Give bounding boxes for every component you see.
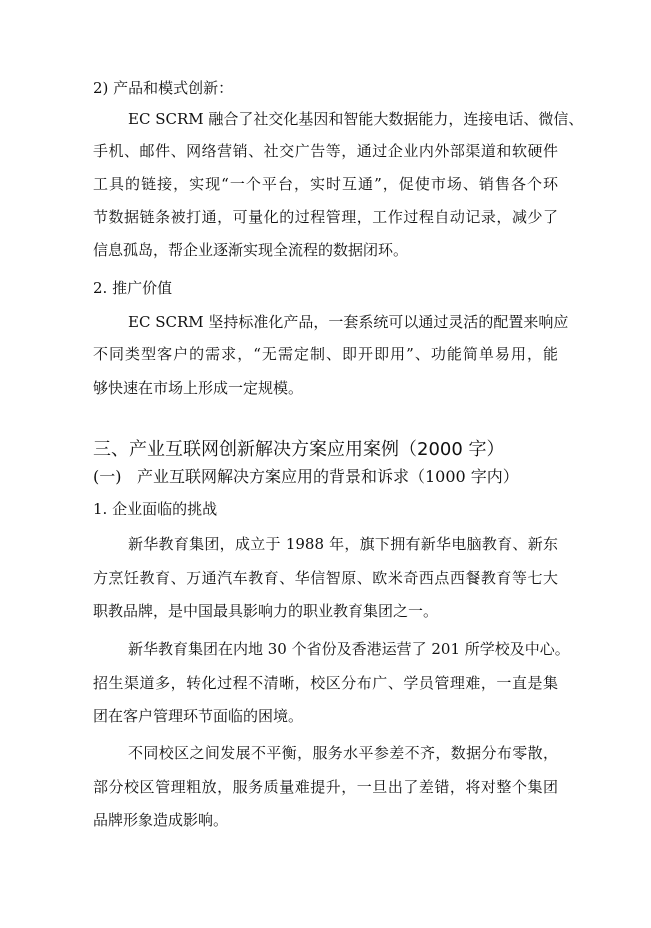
paragraph-line: 不同校区之间发展不平衡，服务水平参差不齐，数据分布零散， — [128, 744, 558, 762]
paragraph-line: 不同类型客户的需求，“无需定制、即开即用”、功能简单易用，能 — [93, 345, 558, 363]
paragraph-line: 节数据链条被打通，可量化的过程管理，工作过程自动记录，减少了 — [93, 208, 558, 226]
subsection-heading — [93, 466, 519, 488]
section-heading: 三、产业互联网创新解决方案应用案例（2000 字） — [93, 439, 505, 460]
paragraph-line: 信息孤岛，帮企业逐渐实现全流程的数据闭环。 — [93, 241, 409, 259]
subheading-enterprise-challenges: 1. 企业面临的挑战 — [93, 500, 218, 518]
subsection-title: 产业互联网解决方案应用的背景和诉求（1000 字内） — [137, 467, 519, 486]
paragraph-line: 工具的链接，实现“一个平台，实时互通”，促使市场、销售各个环 — [93, 175, 558, 193]
paragraph-line: 部分校区管理粗放，服务质量难提升，一旦出了差错，将对整个集团 — [93, 778, 558, 796]
paragraph-line: EC SCRM 融合了社交化基因和智能大数据能力，连接电话、微信、 — [128, 110, 584, 128]
paragraph-line: EC SCRM 坚持标准化产品，一套系统可以通过灵活的配置来响应 — [128, 313, 569, 331]
paragraph-line: 招生渠道多，转化过程不清晰，校区分布广、学员管理难，一直是集 — [93, 674, 558, 692]
subheading-promotion-value: 2. 推广价值 — [93, 279, 173, 297]
paragraph-line: 职教品牌，是中国最具影响力的职业教育集团之一。 — [93, 602, 439, 620]
paragraph-line: 新华教育集团，成立于 1988 年，旗下拥有新华电脑教育、新东 — [128, 535, 558, 553]
paragraph-line: 新华教育集团在内地 30 个省份及香港运营了 201 所学校及中心。 — [128, 640, 570, 658]
paragraph-line: 团在客户管理环节面临的困境。 — [93, 707, 304, 725]
subsection-number: (一) — [93, 467, 122, 486]
paragraph-line: 方烹饪教育、万通汽车教育、华信智原、欧米奇西点西餐教育等七大 — [93, 569, 558, 587]
subheading-product-model-innovation: 2) 产品和模式创新： — [93, 79, 234, 97]
paragraph-line: 手机、邮件、网络营销、社交广告等，通过企业内外部渠道和软硬件 — [93, 142, 558, 160]
paragraph-line: 够快速在市场上形成一定规模。 — [93, 379, 304, 397]
paragraph-line: 品牌形象造成影响。 — [93, 811, 229, 829]
